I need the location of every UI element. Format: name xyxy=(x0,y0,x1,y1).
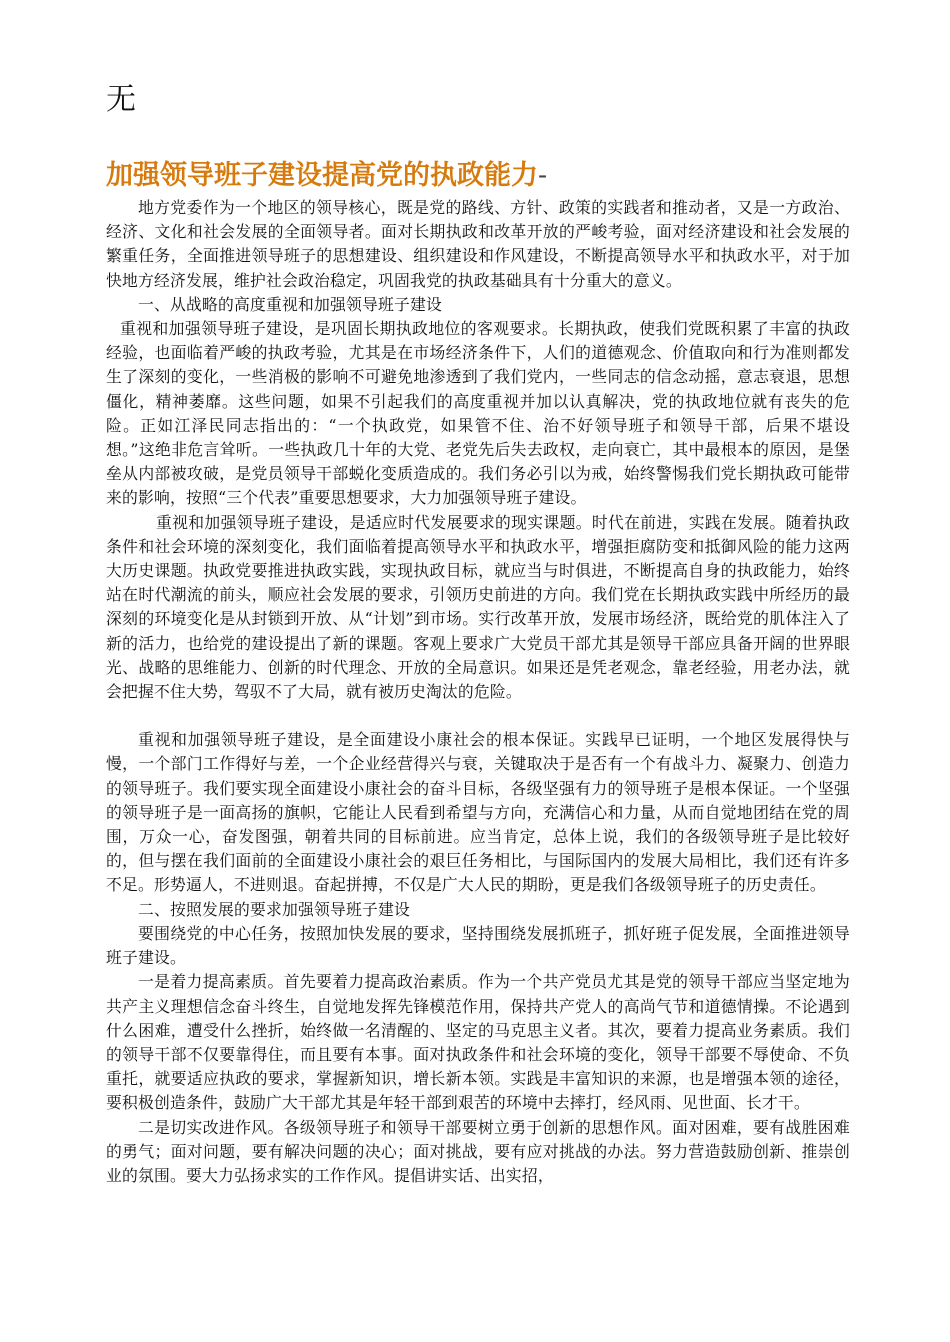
header-mark: 无 xyxy=(106,82,136,117)
section-heading: 一、从战略的高度重视和加强领导班子建设 xyxy=(138,294,442,314)
paragraph: 地方党委作为一个地区的领导核心，既是党的路线、方针、政策的实践者和推动者，又是一方政治、经济、文化和社会发展的全面领导者。面对长期执政和改革开放的严峻考验，面对经济建设和社会发展的繁重任务，全面推进领导班子的思想建设、组织建设和作风建设，不断提高领导水平和执政水平，对于加快地方经济发展，维护社会政治稳定，巩固我党的执政基础具有十分重大的意义。 xyxy=(106,198,850,290)
section-heading: 二、按照发展的要求加强领导班子建设 xyxy=(138,899,410,919)
paragraph: 重视和加强领导班子建设，是巩固长期执政地位的客观要求。长期执政，使我们党既积累了丰富的执政经验，也面临着严峻的执政考验，尤其是在市场经济条件下，人们的道德观念、价值取向和行为准则都发生了深刻的变化，一些消极的影响不可避免地渗透到了我们党内，一些同志的信念动摇，意志衰退，思想僵化，精神萎靡。这些问题，如果不引起我们的高度重视并加以认真解决，党的执政地位就有丧失的危险。正如江泽民同志指出的：“一个执政党，如果管不住、治不好领导班子和领导干部，后果不堪设想。”这绝非危言耸听。一些执政几十年的大党、老党先后失去政权，走向衰亡，其中最根本的原因，是堡垒从内部被攻破，是党员领导干部蜕化变质造成的。我们务必引以为戒，始终警惕我们党长期执政可能带来的影响，按照“三个代表”重要思想要求，大力加强领导班子建设。 xyxy=(106,319,850,508)
document-body xyxy=(106,196,850,1188)
paragraph: 重视和加强领导班子建设，是全面建设小康社会的根本保证。实践早已证明，一个地区发展得快与慢，一个部门工作得好与差，一个企业经营得兴与衰，关键取决于是否有一个有战斗力、凝聚力、创造力的领导班子。我们要实现全面建设小康社会的奋斗目标，各级坚强有力的领导班子是根本保证。一个坚强的领导班子是一面高扬的旗帜，它能让人民看到希望与方向，充满信心和力量，从而自觉地团结在党的周围，万众一心，奋发图强，朝着共同的目标前进。应当肯定，总体上说，我们的各级领导班子是比较好的，但与摆在我们面前的全面建设小康社会的艰巨任务相比，与国际国内的发展大局相比，我们还有许多不足。形势逼人，不进则退。奋起拼搏，不仅是广大人民的期盼，更是我们各级领导班子的历史责任。 xyxy=(106,730,850,895)
document-title xyxy=(106,156,846,196)
paragraph-gap xyxy=(106,704,850,728)
title-text: 加强领导班子建设提高党的执政能力 xyxy=(106,160,538,191)
paragraph: 重视和加强领导班子建设，是适应时代发展要求的现实课题。时代在前进，实践在发展。随着执政条件和社会环境的深刻变化，我们面临着提高领导水平和执政水平，增强拒腐防变和抵御风险的能力这两大历史课题。执政党要推进执政实践，实现执政目标，就应当与时俱进，不断提高自身的执政能力，始终站在时代潮流的前头，顺应社会发展的要求，引领历史前进的方向。我们党在长期执政实践中所经历的最深刻的环境变化是从封锁到开放、从“计划”到市场。实行改革开放，发展市场经济，既给党的肌体注入了新的活力，也给党的建设提出了新的课题。客观上要求广大党员干部尤其是领导干部应具备开阔的世界眼光、战略的思维能力、创新的时代理念、开放的全局意识。如果还是凭老观念，靠老经验，用老办法，就会把握不住大势，驾驭不了大局，就有被历史淘汰的危险。 xyxy=(106,512,850,702)
title-dash: - xyxy=(538,160,548,191)
paragraph: 要围绕党的中心任务，按照加快发展的要求，坚持围绕发展抓班子，抓好班子促发展，全面推进领导班子建设。 xyxy=(106,923,850,968)
paragraph: 二是切实改进作风。各级领导班子和领导干部要树立勇于创新的思想作风。面对困难，要有战胜困难的勇气；面对问题，要有解决问题的决心；面对挑战，要有应对挑战的办法。努力营造鼓励创新、推崇创业的氛围。要大力弘扬求实的工作作风。提倡讲实话、出实招， xyxy=(106,1117,850,1185)
paragraph: 一是着力提高素质。首先要着力提高政治素质。作为一个共产党员尤其是党的领导干部应当坚定地为共产主义理想信念奋斗终生，自觉地发挥先锋模范作用，保持共产党人的高尚气节和道德情操。不论遇到什么困难，遭受什么挫折，始终做一名清醒的、坚定的马克思主义者。其次，要着力提高业务素质。我们的领导干部不仅要靠得住，而且要有本事。面对执政条件和社会环境的变化，领导干部要不辱使命、不负重托，就要适应执政的要求，掌握新知识，增长新本领。实践是丰富知识的来源，也是增强本领的途径，要积极创造条件，鼓励广大干部尤其是年轻干部到艰苦的环境中去摔打，经风雨、见世面、长才干。 xyxy=(106,972,850,1113)
